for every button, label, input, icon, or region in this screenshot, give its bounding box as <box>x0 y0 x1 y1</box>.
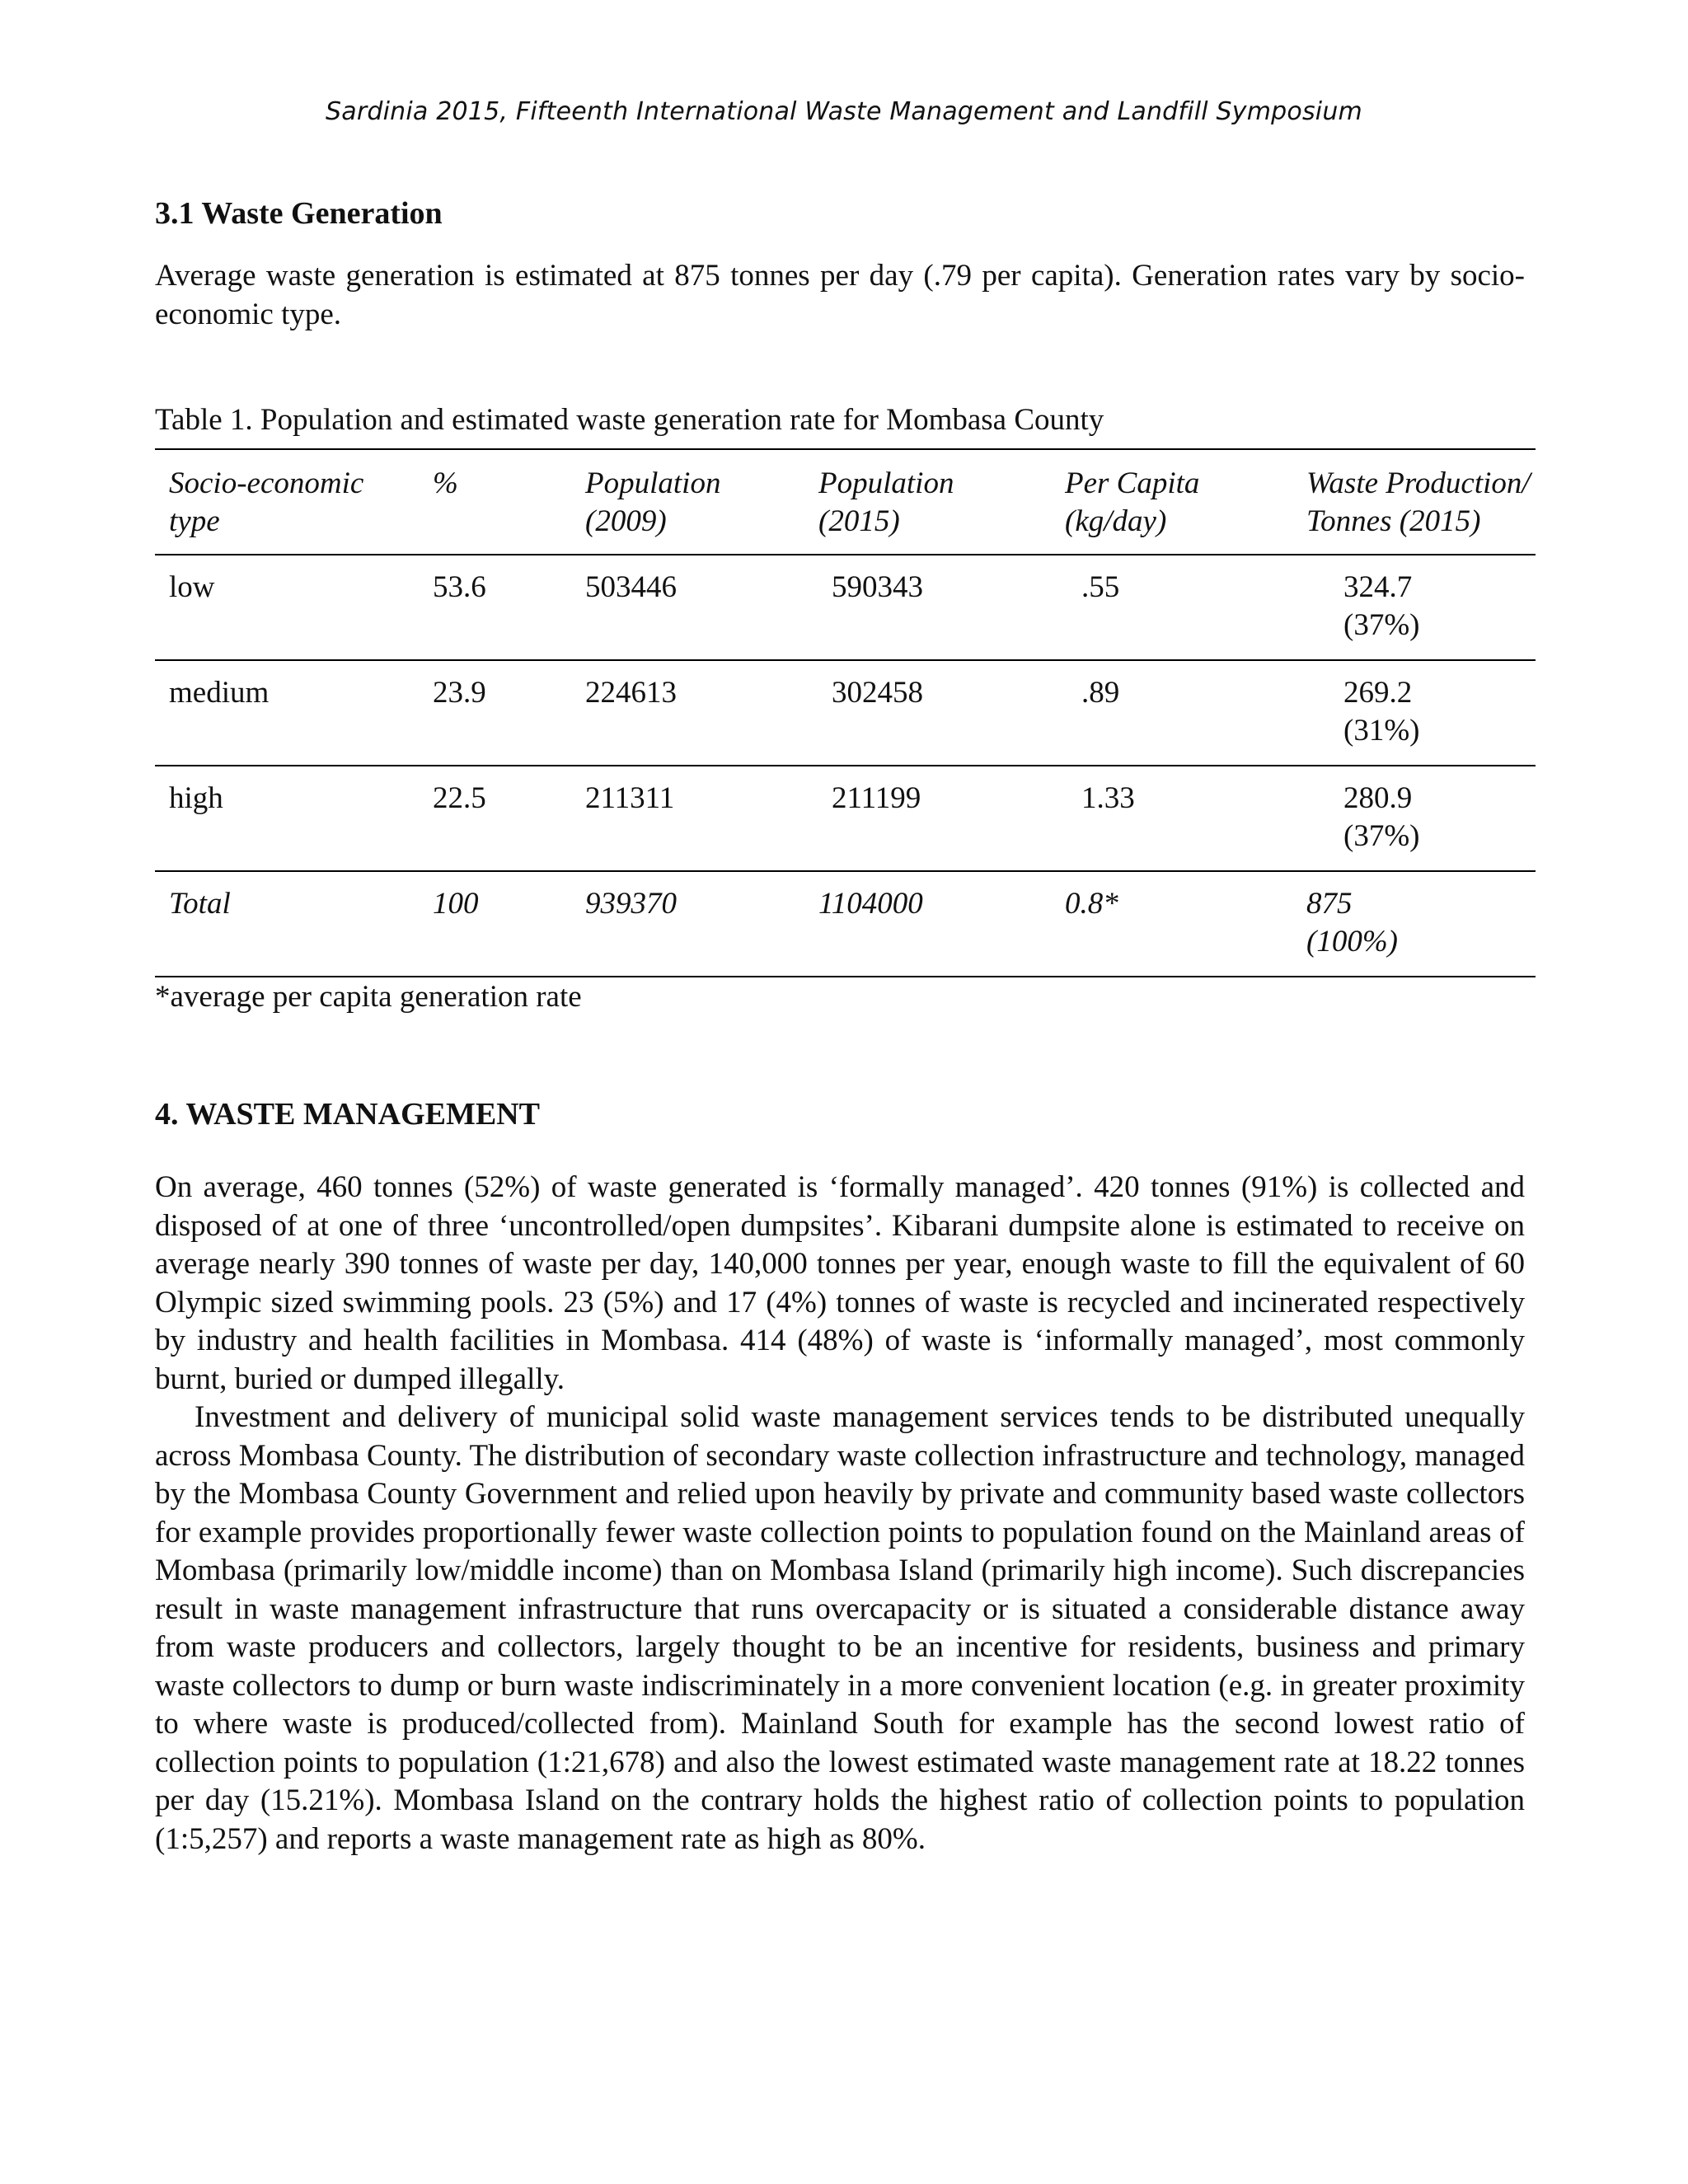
waste-management-paragraph-2: Investment and delivery of municipal solid waste management services tends to be distributed unequally across Mombasa County. The distribution of secondary waste collection infrastructure and technology, managed by the Mombasa County Government and relied upon heavily by private and community based waste collectors for example provides proportionally fewer waste collection points to population found on the Mainland areas of Mombasa (primarily low/middle income) than on Mombasa Island (primarily high income). Such discrepancies result in waste management infrastructure that runs overcapacity or is situated a considerable distance away from waste producers and collectors, largely thought to be an incentive for residents, business and primary waste collectors to dump or burn waste indiscriminately in a more convenient location (e.g. in greater proximity to where waste is produced/collected from). Mainland South for example has the second lowest ratio of collection points to population (1:21,678) and also the lowest estimated waste management rate at 18.22 tonnes per day (15.21%). Mombasa Island on the contrary holds the highest ratio of collection points to population (1:5,257) and reports a waste management rate as high as 80%. <box>155 1400 1525 1856</box>
cell-percent: 22.5 <box>433 781 486 815</box>
cell-population-2015: 590343 <box>832 570 923 604</box>
table-footnote: *average per capita generation rate <box>155 980 582 1014</box>
cell-type: high <box>169 781 223 815</box>
table-row <box>155 660 1536 766</box>
cell-population-2015: 302458 <box>832 676 923 710</box>
cell-percent: 100 <box>433 887 479 921</box>
cell-per-capita: 0.8* <box>1065 887 1118 921</box>
cell-population-2015: 211199 <box>832 781 921 815</box>
cell-percent: 53.6 <box>433 570 486 604</box>
section-heading-waste-generation: 3.1 Waste Generation <box>155 196 443 231</box>
cell-waste-production: 269.2 (31%) <box>1343 676 1420 748</box>
cell-type: medium <box>169 676 270 710</box>
header-per-capita: Per Capita (kg/day) <box>1065 466 1200 538</box>
table-total-row <box>155 871 1536 977</box>
cell-waste-production: 324.7 (37%) <box>1343 570 1420 642</box>
cell-population-2015: 1104000 <box>818 887 923 921</box>
waste-generation-paragraph: Average waste generation is estimated at 875 tonnes per day (.79 per capita). Generation rates vary by socio-economic type. <box>155 259 1525 331</box>
header-waste-production: Waste Production/ Tonnes (2015) <box>1306 466 1531 538</box>
cell-percent: 23.9 <box>433 676 486 710</box>
section-heading-waste-management: 4. WASTE MANAGEMENT <box>155 1097 540 1132</box>
header-population-2015: Population (2015) <box>818 466 954 538</box>
header-socio-economic-type: Socio-economic type <box>169 466 364 538</box>
table-row <box>155 766 1536 871</box>
waste-management-paragraph-1: On average, 460 tonnes (52%) of waste generated is ‘formally managed’. 420 tonnes (91%) is collected and disposed of at one of three ‘uncontrolled/open dumpsites’. Kibarani dumpsite alone is estimated to receive on average nearly 390 tonnes of waste per day, 140,000 tonnes per year, enough waste to fill the equivalent of 60 Olympic sized swimming pools. 23 (5%) and 17 (4%) tonnes of waste is recycled and incinerated respectively by industry and health facilities in Mombasa. 414 (48%) of waste is ‘informally managed’, most commonly burnt, buried or dumped illegally. <box>155 1170 1525 1396</box>
cell-per-capita: .55 <box>1081 570 1120 604</box>
table-header-row <box>155 449 1536 555</box>
cell-type: Total <box>169 887 231 921</box>
cell-population-2009: 503446 <box>585 570 677 604</box>
cell-waste-production: 875 (100%) <box>1306 887 1398 958</box>
cell-population-2009: 211311 <box>585 781 675 815</box>
table-caption: Table 1. Population and estimated waste generation rate for Mombasa County <box>155 403 1104 437</box>
cell-population-2009: 939370 <box>585 887 677 921</box>
cell-per-capita: .89 <box>1081 676 1120 710</box>
header-percent: % <box>433 466 458 500</box>
header-population-2009: Population (2009) <box>585 466 721 538</box>
population-waste-table <box>155 448 1536 977</box>
running-header: Sardinia 2015, Fifteenth International Waste Management and Landfill Symposium <box>326 97 1362 126</box>
cell-waste-production: 280.9 (37%) <box>1343 781 1420 853</box>
table-row <box>155 555 1536 660</box>
cell-type: low <box>169 570 215 604</box>
cell-population-2009: 224613 <box>585 676 677 710</box>
cell-per-capita: 1.33 <box>1081 781 1135 815</box>
